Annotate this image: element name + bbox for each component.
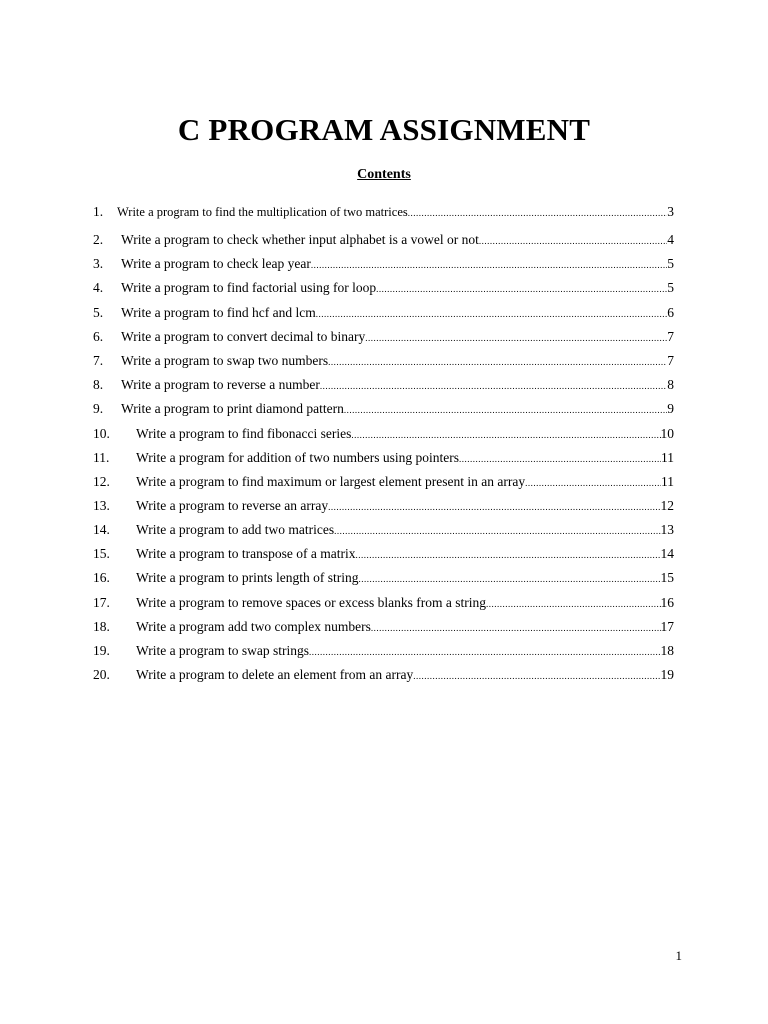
toc-entry[interactable] [93, 497, 674, 515]
toc-entry-page: 4 [667, 232, 674, 247]
toc-entry-number: 15. [93, 546, 110, 561]
toc-entry[interactable] [93, 352, 674, 370]
toc-entry-title: Write a program to find fibonacci series [136, 426, 352, 441]
toc-dot-leader [486, 595, 661, 613]
toc-dot-leader [320, 377, 667, 395]
toc-entry-page: 7 [667, 353, 674, 368]
toc-entry-title: Write a program to add two matrices [136, 522, 335, 537]
toc-entry[interactable] [93, 231, 674, 249]
toc-dot-leader [408, 204, 668, 222]
toc-dot-leader [356, 546, 661, 564]
toc-entry-number: 11. [93, 450, 110, 465]
toc-entry[interactable] [93, 376, 674, 394]
toc-entry-title: Write a program to find hcf and lcm [121, 305, 316, 320]
toc-entry-page: 7 [667, 329, 674, 344]
toc-entry-title: Write a program add two complex numbers [136, 619, 371, 634]
toc-entry-number: 16. [93, 570, 110, 585]
toc-entry[interactable] [93, 473, 674, 491]
toc-entry-title: Write a program to reverse an array [136, 498, 329, 513]
toc-entry-title: Write a program to check whether input alphabet is a vowel or not [121, 232, 479, 247]
toc-entry-page: 3 [667, 204, 674, 219]
toc-entry-title: Write a program for addition of two numbers using pointers [136, 450, 460, 465]
toc-entry[interactable] [93, 328, 674, 346]
toc-dot-leader [328, 498, 660, 516]
toc-entry-number: 6. [93, 329, 104, 344]
toc-entry-number: 20. [93, 667, 110, 682]
toc-dot-leader [376, 280, 667, 298]
toc-entry[interactable] [93, 304, 674, 322]
toc-entry-title: Write a program to find factorial using for loop [121, 280, 377, 295]
toc-entry-title: Write a program to prints length of string [136, 570, 359, 585]
toc-dot-leader [365, 329, 667, 347]
toc-dot-leader [344, 401, 667, 419]
toc-entry[interactable] [93, 569, 674, 587]
toc-entry-page: 15 [660, 570, 674, 585]
toc-entry-title: Write a program to reverse a number [121, 377, 320, 392]
toc-dot-leader [311, 256, 667, 274]
toc-entry-title: Write a program to swap two numbers [121, 353, 329, 368]
toc-dot-leader [413, 667, 660, 685]
toc-entry-title: Write a program to convert decimal to binary [121, 329, 366, 344]
toc-entry-number: 19. [93, 643, 110, 658]
contents-heading: Contents [357, 167, 411, 182]
toc-entry-title: Write a program to find maximum or largest element present in an array [136, 474, 526, 489]
toc-entry-page: 10 [660, 426, 674, 441]
toc-dot-leader [334, 522, 660, 540]
toc-entry-title: Write a program to find the multiplication of two matrices [117, 205, 408, 219]
toc-entry-title: Write a program to transpose of a matrix [136, 546, 356, 561]
toc-entry-page: 18 [660, 643, 674, 658]
toc-entry-page: 5 [667, 256, 674, 271]
toc-entry-page: 5 [667, 280, 674, 295]
toc-entry[interactable] [93, 425, 674, 443]
toc-entry-number: 18. [93, 619, 110, 634]
document-title: C PROGRAM ASSIGNMENT [177, 112, 591, 147]
toc-entry-page: 11 [661, 450, 674, 465]
toc-entry[interactable] [93, 449, 674, 467]
toc-entry-title: Write a program to delete an element from an array [136, 667, 414, 682]
toc-entry[interactable] [93, 203, 674, 221]
toc-entry-page: 8 [667, 377, 674, 392]
toc-entry-number: 4. [93, 280, 104, 295]
toc-entry[interactable] [93, 666, 674, 684]
toc-dot-leader [371, 619, 661, 637]
toc-entry-number: 17. [93, 595, 110, 610]
toc-entry-page: 16 [660, 595, 674, 610]
toc-entry-number: 9. [93, 401, 104, 416]
page-number: 1 [675, 948, 682, 963]
toc-dot-leader [316, 305, 667, 323]
toc-entry-page: 11 [661, 474, 674, 489]
toc-entry-title: Write a program to print diamond pattern [121, 401, 344, 416]
toc-entry[interactable] [93, 545, 674, 563]
toc-dot-leader [328, 353, 667, 371]
toc-entry-page: 12 [660, 498, 674, 513]
toc-entry-page: 13 [660, 522, 674, 537]
toc-entry[interactable] [93, 255, 674, 273]
toc-entry-number: 5. [93, 305, 104, 320]
toc-entry-title: Write a program to swap strings [136, 643, 310, 658]
toc-entry[interactable] [93, 594, 674, 612]
toc-entry-number: 8. [93, 377, 104, 392]
toc-dot-leader [351, 426, 660, 444]
toc-entry[interactable] [93, 279, 674, 297]
toc-entry-page: 9 [667, 401, 674, 416]
toc-dot-leader [359, 570, 661, 588]
toc-dot-leader [479, 232, 667, 250]
toc-entry-number: 13. [93, 498, 110, 513]
toc-entry-page: 17 [660, 619, 674, 634]
toc-entry-number: 7. [93, 353, 104, 368]
toc-entry[interactable] [93, 521, 674, 539]
toc-entry-title: Write a program to remove spaces or excess blanks from a string [136, 595, 486, 610]
toc-entry-page: 14 [660, 546, 674, 561]
toc-entry-number: 14. [93, 522, 110, 537]
toc-entry-number: 3. [93, 256, 104, 271]
toc-entry-page: 6 [667, 305, 674, 320]
toc-dot-leader [525, 474, 661, 492]
toc-entry-number: 1. [93, 204, 104, 219]
toc-entry[interactable] [93, 642, 674, 660]
toc-dot-leader [309, 643, 660, 661]
toc-entry-number: 12. [93, 474, 110, 489]
toc-entry-number: 2. [93, 232, 104, 247]
toc-entry[interactable] [93, 618, 674, 636]
toc-entry-number: 10. [93, 426, 110, 441]
toc-entry-page: 19 [660, 667, 674, 682]
toc-dot-leader [459, 450, 661, 468]
toc-entry[interactable] [93, 400, 674, 418]
toc-entry-title: Write a program to check leap year [121, 256, 311, 271]
